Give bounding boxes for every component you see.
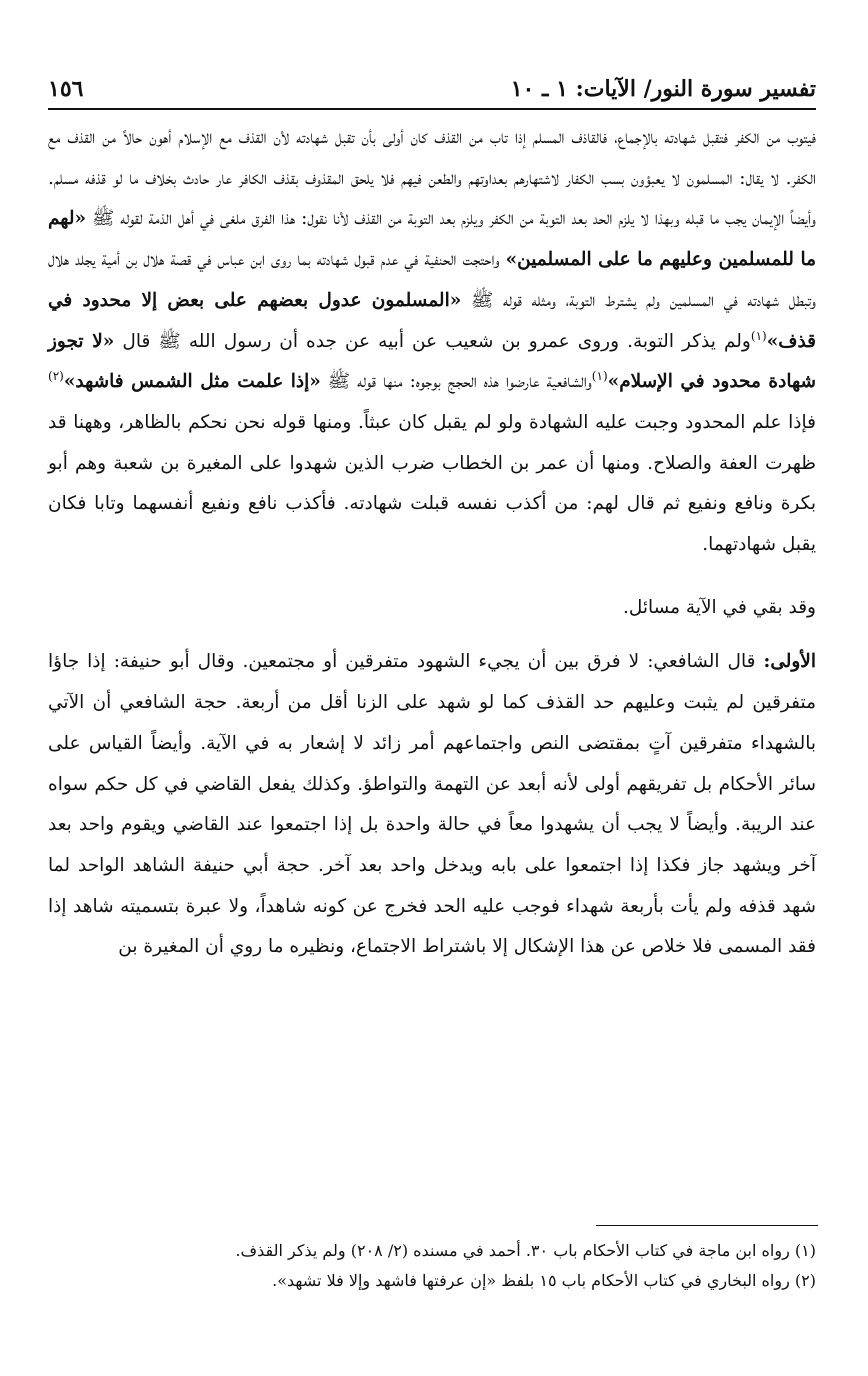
- footnote-2: (٢) رواه البخاري في كتاب الأحكام باب ١٥ بلفظ «إن عرفتها فاشهد وإلا فلا تشهد».: [272, 1271, 816, 1290]
- running-title: تفسير سورة النور/ الآيات: ١ ـ ١٠: [510, 76, 816, 102]
- header-divider: [48, 108, 816, 110]
- paragraph-1: [48, 118, 816, 566]
- hadith-quote: «لهم ما للمسلمين وعليهم ما على المسلمين»: [48, 208, 816, 271]
- footnotes: [48, 1236, 816, 1296]
- hadith-quote: «المسلمون عدول بعضهم على بعض إلا محدود في قذف»: [48, 289, 816, 352]
- footnote-ref: (٢): [48, 369, 64, 384]
- hadith-quote: «إذا علمت مثل الشمس فاشهد»: [63, 371, 321, 393]
- footnote-ref: (١): [591, 369, 608, 384]
- text-run: قال الشافعي: لا فرق بين أن يجيء الشهود متفرقين أو مجتمعين. وقال أبو حنيفة: إذا جاؤا متفرقين لم يثبت وعليهم حد القذف كما لو شهد على الزنا أقل من أربعة. حجة الشافعي أن الآتي بالشهداء متفرقين آتٍ بمقتضى النص واجتماعهم أمر زائد لا إشعار به في الآية. وأيضاً القياس على سائر الأحكام بل تفريقهم أولى لأنه أبعد عن التهمة والتواطؤ. وكذلك يفعل القاضي في كل حكم سواه عند الريبة. وأيضاً لا يجب أن يشهدوا معاً في حالة واحدة بل إذا اجتمعوا عند القاضي ويقوم واحد بعد آخر ويشهد جاز فكذا إذا اجتمعوا على بابه ويدخل واحد بعد آخر. حجة أبي حنيفة الشاهد الواحد لما شهد قذفه ولم يأت بأربعة شهداء فوجب عليه الحد فخرج عن كونه شاهداً، ولا عبرة بتسميته شاهد إذا فقد المسمى فلا خلاص عن هذا الإشكال إلا باشتراط الاجتماع، ونظيره ما روي أن المغيرة بن: [48, 651, 816, 958]
- text-run: فيتوب من الكفر فتقبل شهادته بالإجماع، فالقاذف المسلم إذا تاب من القذف كان أولى بأن تقبل شهادته لأن القذف مع الإسلام أهون حالاً من القذف مع الكفر. لا يقال: المسلمون لا يعبؤون بسب الكفار لاشتهارهم بعداوتهم والطعن فيهم فلا يلحق المقذوف بقذف الكافر عار حادث بخلاف ما لو قذفه مسلم. وأيضاً الإيمان يجب ما قبله وبهذا لا يلزم الحد بعد التوبة من الكفر ويلزم بعد التوبة من القذف لأنا نقول: هذا الفرق ملغى في أهل الذمة لقوله ﷺ: [48, 127, 816, 230]
- page-number: ١٥٦: [48, 76, 84, 102]
- text-run: ولم يذكر التوبة. وروى عمرو بن شعيب عن أبيه عن جده أن رسول الله ﷺ قال: [114, 330, 751, 352]
- text-run: والشافعية عارضوا هذه الحجج بوجوه: منها قوله ﷺ: [320, 371, 592, 393]
- text-run: فإذا علم المحدود وجبت عليه الشهادة ولو لم يقبل كان عبثاً. ومنها قوله نحن نحكم بالظاهر، وههنا قد ظهرت العفة والصلاح. ومنها أن عمر بن الخطاب ضرب الذين شهدوا على المغيرة بن شعبة وهم أبو بكرة ونافع ونفيع ثم قال لهم: من أكذب نفسه قبلت شهادته. فأكذب نافع ونفيع أنفسهما وتابا فكان يقبل شهادتهما.: [48, 411, 816, 556]
- section-label: الأولى:: [763, 651, 816, 673]
- footnote-ref: (١): [750, 328, 767, 343]
- page-header: [48, 68, 816, 102]
- text-run: واحتجت الحنفية في عدم قبول شهادته بما روى ابن عباس في قصة هلال بن أمية يجلد هلال وتبطل شهادته في المسلمين ولم يشترط التوبة، ومثله قوله ﷺ: [48, 249, 816, 311]
- hadith-quote: «لا تجوز شهادة محدود في الإسلام»: [48, 330, 816, 393]
- footnote-1: (١) رواه ابن ماجة في كتاب الأحكام باب ٣٠. أحمد في مسنده (٢/ ٢٠٨) ولم يذكر القذف.: [235, 1241, 816, 1260]
- footnote-divider: [596, 1225, 818, 1226]
- paragraph-2: وقد بقي في الآية مسائل.: [622, 596, 816, 618]
- paragraph-3: [48, 642, 816, 968]
- body-text: [48, 118, 816, 968]
